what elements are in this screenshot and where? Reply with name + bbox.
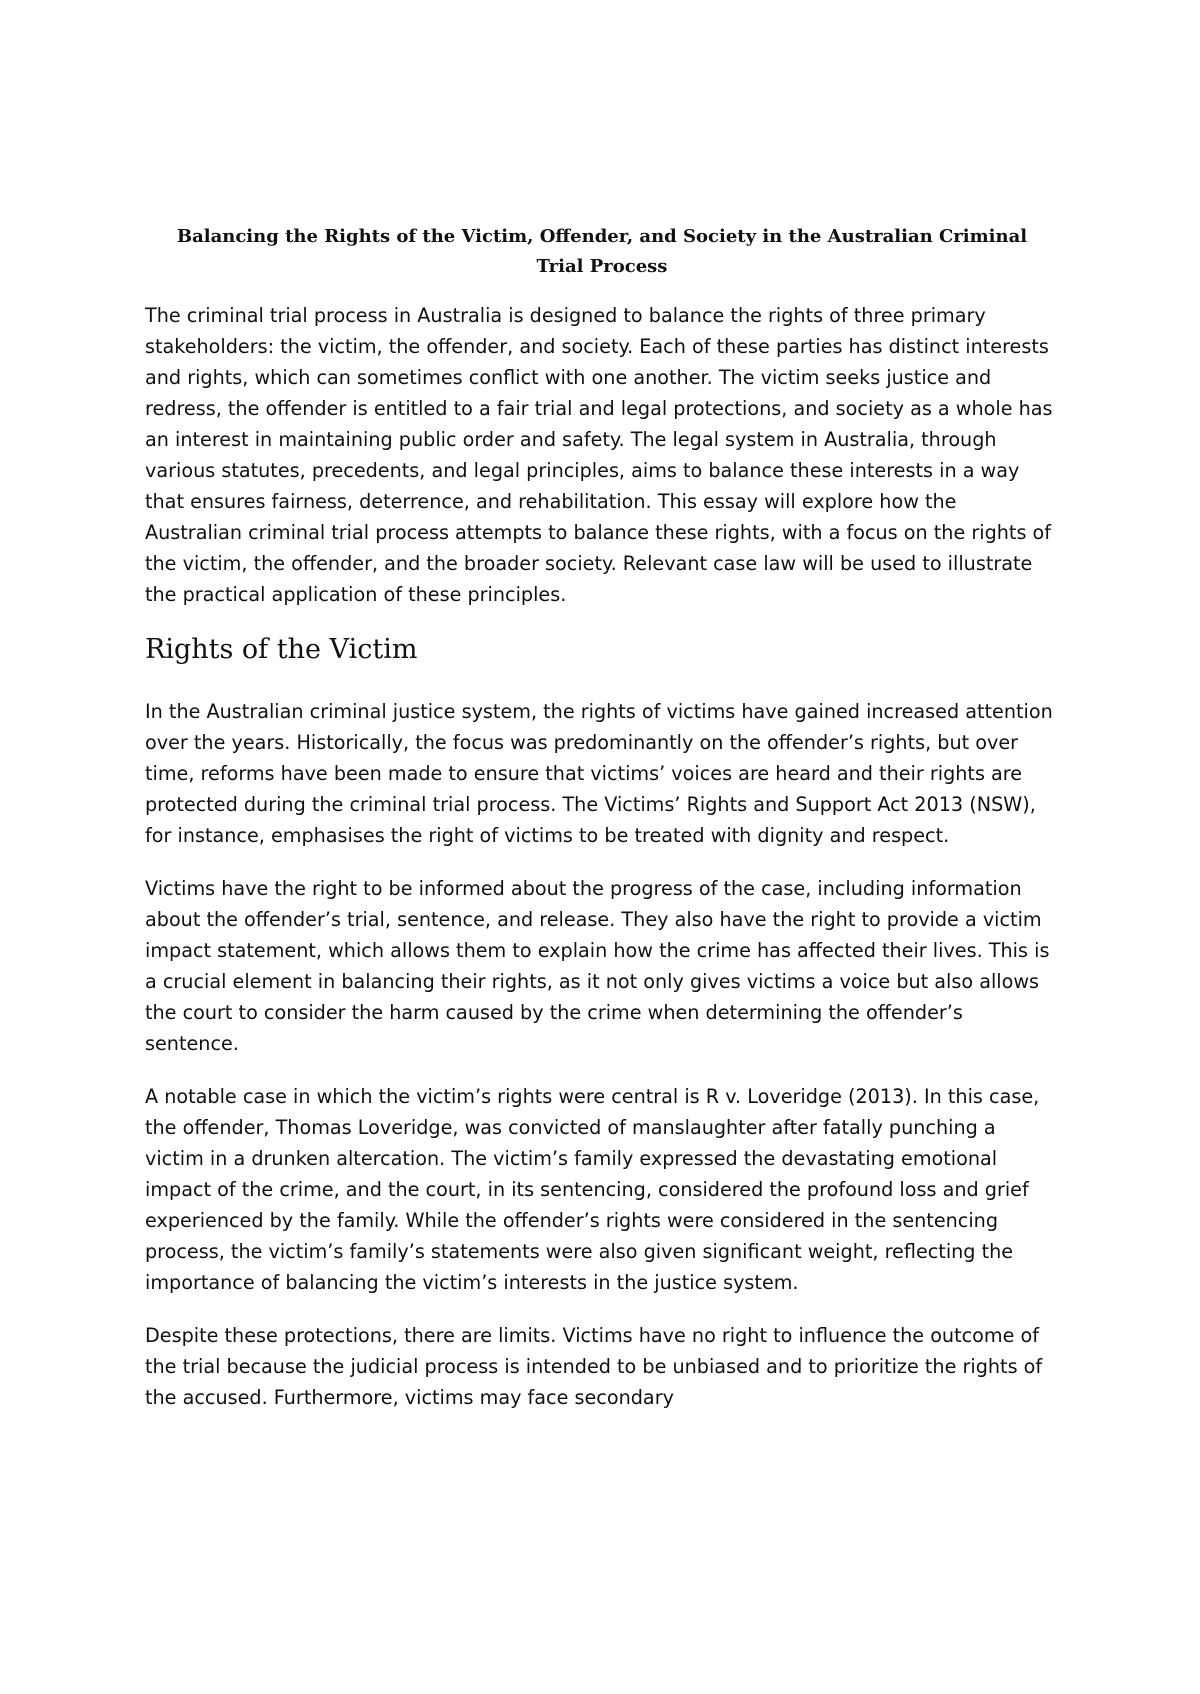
- intro-paragraph: The criminal trial process in Australia is designed to balance the rights of three primary stakeholders: the victim, the offender, and society. Each of these parties has distinct interests and rights, which can sometimes conflict with one another. The victim seeks justice and redress, the offender is entitled to a fair trial and legal protections, and society as a whole has an interest in maintaining public order and safety. The legal system in Australia, through various statutes, precedents, and legal principles, aims to balance these interests in a way that ensures fairness, deterrence, and rehabilitation. This essay will explore how the Australian criminal trial process attempts to balance these rights, with a focus on the rights of the victim, the offender, and the broader society. Relevant case law will be used to illustrate the practical application of these principles.: [145, 304, 1053, 606]
- document-body: [145, 222, 1059, 1435]
- body-paragraph: In the Australian criminal justice system, the rights of victims have gained increased attention over the years. Historically, the focus was predominantly on the offender’s rights, but over time, reforms have been made to ensure that victims’ voices are heard and their rights are protected during the criminal trial process. The Victims’ Rights and Support Act 2013 (NSW), for instance, emphasises the right of victims to be treated with dignity and respect.: [145, 700, 1053, 847]
- body-paragraph: Despite these protections, there are limits. Victims have no right to influence the outcome of the trial because the judicial process is intended to be unbiased and to prioritize the rights of the accused. Furthermore, victims may face secondary: [145, 1324, 1043, 1409]
- body-paragraph: Victims have the right to be informed about the progress of the case, including information about the offender’s trial, sentence, and release. They also have the right to provide a victim impact statement, which allows them to explain how the crime has affected their lives. This is a crucial element in balancing their rights, as it not only gives victims a voice but also allows the court to consider the harm caused by the crime when determining the offender’s sentence.: [145, 877, 1050, 1055]
- document-title: Balancing the Rights of the Victim, Offender, and Society in the Australian Criminal Trial Process: [176, 226, 1028, 277]
- body-paragraph: A notable case in which the victim’s rights were central is R v. Loveridge (2013). In this case, the offender, Thomas Loveridge, was convicted of manslaughter after fatally punching a victim in a drunken altercation. The victim’s family expressed the devastating emotional impact of the crime, and the court, in its sentencing, considered the profound loss and grief experienced by the family. While the offender’s rights were considered in the sentencing process, the victim’s family’s statements were also given significant weight, reflecting the importance of balancing the victim’s interests in the justice system.: [145, 1085, 1040, 1294]
- section-heading-rights-of-victim: Rights of the Victim: [145, 634, 418, 665]
